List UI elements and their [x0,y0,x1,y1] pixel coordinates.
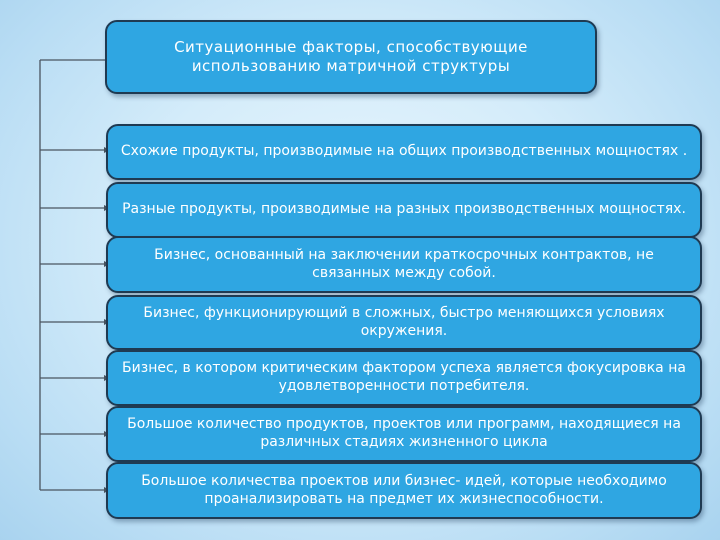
factor-text: Бизнес, функционирующий в сложных, быстро меняющихся условиях окружения. [143,304,665,339]
factor-box-3 [106,236,702,293]
factor-text: Бизнес, в котором критическим фактором успеха является фокусировка на удовлетворенности потребителя. [122,360,686,394]
factor-text: Схожие продукты, производимые на общих производственных мощностях . [120,143,688,160]
factor-box-7 [106,462,702,519]
factor-box-1 [106,124,702,180]
factor-text: Разные продукты, производимые на разных производственных мощностях. [122,201,686,218]
factor-text: Большое количество продуктов, проектов или программ, находящиеся на различных стадиях жизненного цикла [127,416,681,450]
factor-text: Бизнес, основанный на заключении краткосрочных контрактов, не связанных между собой. [154,246,654,281]
factor-box-2 [106,182,702,238]
factor-text: Большое количества проектов или бизнес- идей, которые необходимо проанализировать на предмет их жизнеспособности. [141,472,667,507]
factor-box-5 [106,350,702,406]
factor-box-4 [106,295,702,350]
diagram-title-box [105,20,597,94]
diagram-title: Ситуационные факторы, способствующие использованию матричной структуры [174,37,528,75]
factor-box-6 [106,406,702,462]
